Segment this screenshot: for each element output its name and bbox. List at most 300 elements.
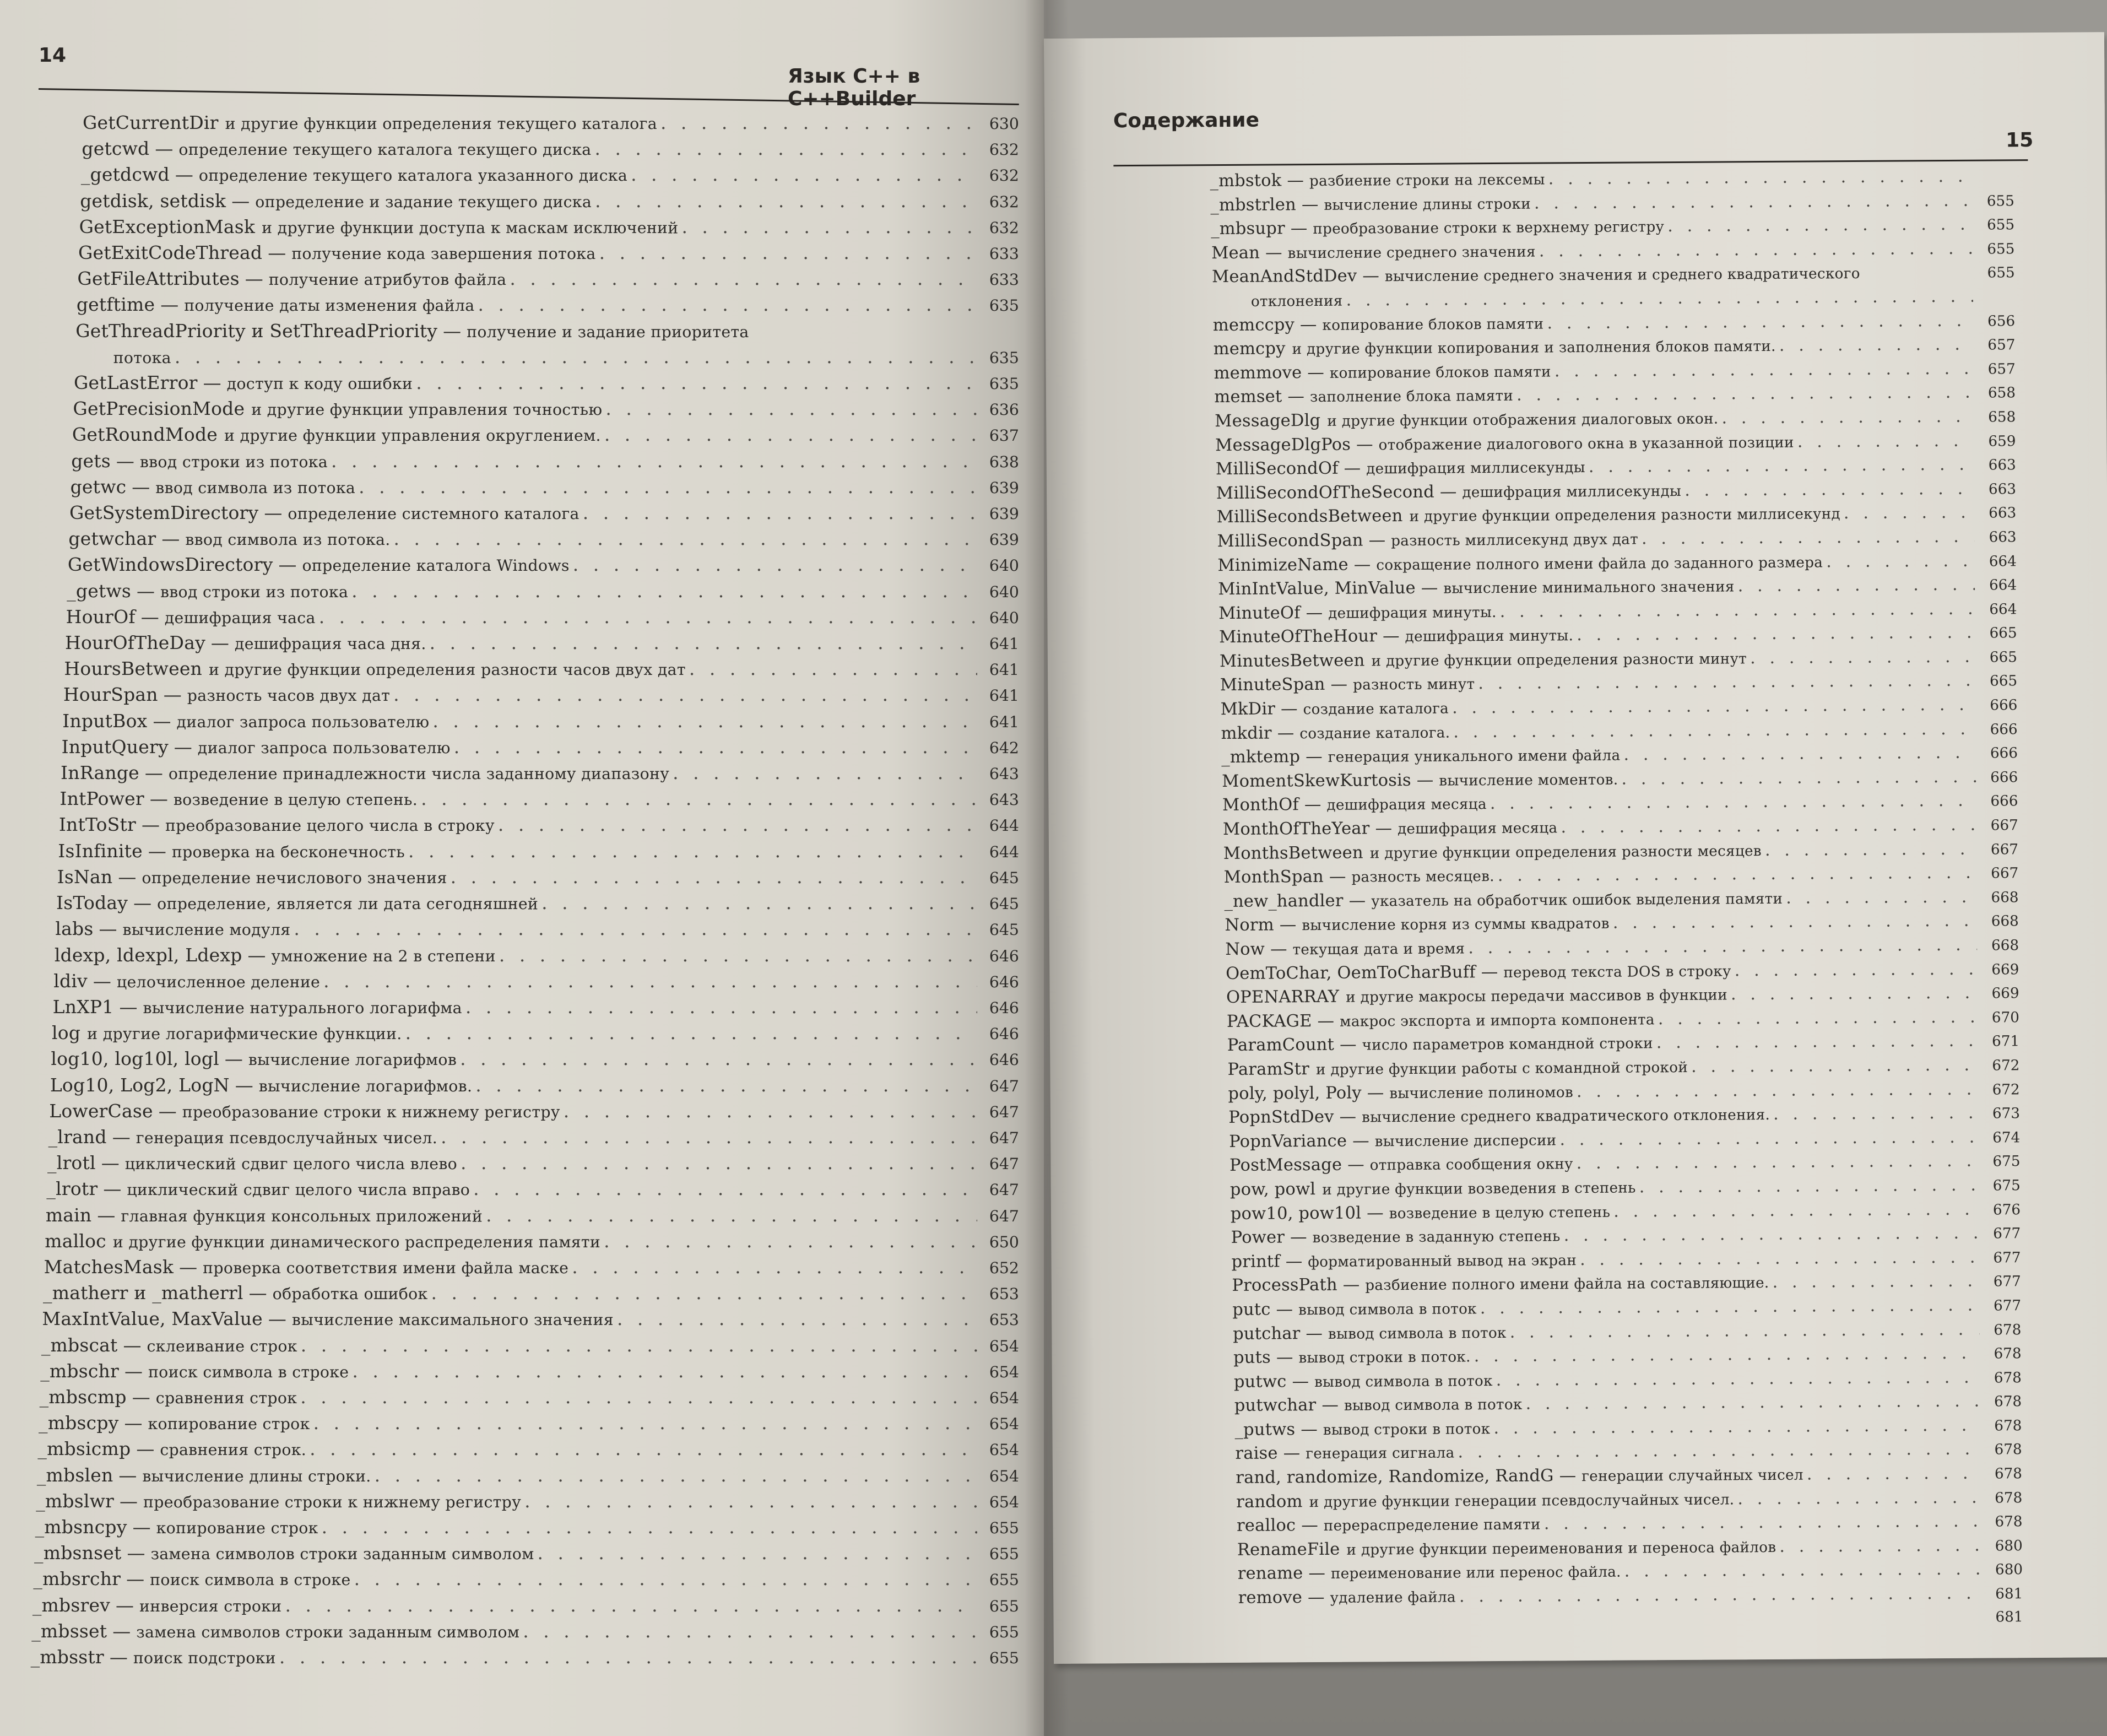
toc-page-number: 655 xyxy=(1987,264,2015,282)
toc-page-number: 666 xyxy=(1990,721,2018,738)
toc-page-number: 639 xyxy=(989,531,1019,549)
toc-entry-description: и другие функции работы с командной строкой xyxy=(1315,1059,1688,1078)
toc-entry-description: умножение на 2 в степени xyxy=(271,947,496,965)
toc-leader-dots xyxy=(1765,837,1976,862)
toc-entry xyxy=(45,1229,1019,1254)
toc-entry-separator: — xyxy=(160,294,179,316)
toc-entry-keyword: _new_handler xyxy=(1224,891,1344,911)
toc-entry-keyword: Now xyxy=(1225,939,1265,960)
toc-entry-keyword: raise xyxy=(1235,1443,1278,1464)
toc-entry-keyword: GetRoundMode xyxy=(72,424,218,446)
toc-entry-description: проверка соответствия имени файла маске xyxy=(203,1258,569,1277)
toc-leader-dots xyxy=(1500,597,1975,623)
toc-page-number: 655 xyxy=(1987,241,2015,258)
toc-entry-separator: — xyxy=(245,268,263,290)
toc-leader-dots xyxy=(1577,1150,1979,1175)
toc-entry xyxy=(59,812,1019,838)
toc-entry-keyword: MkDir xyxy=(1220,699,1276,720)
toc-entry-description: и другие функции переименования и переноса файлов xyxy=(1346,1539,1776,1559)
toc-entry-keyword: GetThreadPriority и SetThreadPriority xyxy=(75,320,438,342)
toc-entry-description: макрос экспорта и импорта компонента xyxy=(1340,1012,1655,1030)
toc-page-number: 646 xyxy=(989,1025,1019,1043)
toc-page-number: 655 xyxy=(1986,217,2015,234)
toc-entry-description: дешифрация миллисекунды xyxy=(1366,459,1585,478)
toc-leader-dots xyxy=(323,969,977,993)
toc-page-number: 668 xyxy=(1991,889,2019,906)
toc-page-number: 643 xyxy=(989,765,1019,783)
toc-page-number: 680 xyxy=(1995,1561,2023,1578)
toc-page-number: 647 xyxy=(989,1207,1019,1225)
toc-leader-dots xyxy=(498,812,977,837)
toc-entry-description: возведение в заданную степень xyxy=(1312,1228,1561,1247)
toc-page-number: 643 xyxy=(989,791,1019,809)
toc-page-number: 639 xyxy=(989,505,1019,523)
toc-page-number: 641 xyxy=(989,712,1019,731)
toc-leader-dots xyxy=(1691,1054,1978,1079)
toc-entry-keyword: _mbsnset xyxy=(34,1542,122,1564)
toc-page-number: 640 xyxy=(989,608,1019,627)
toc-entry-keyword: MinIntValue, MinValue xyxy=(1218,578,1416,599)
toc-entry-description: дешифрация часа xyxy=(164,608,316,627)
toc-entry-keyword: pow10, pow10l xyxy=(1230,1203,1362,1224)
toc-entry-continuation: потока xyxy=(113,348,171,367)
toc-page-number: 673 xyxy=(1992,1105,2021,1122)
toc-entry-keyword: getwc xyxy=(70,475,127,497)
toc-entry-separator: — xyxy=(1306,603,1323,623)
left-toc-list xyxy=(30,110,1019,1670)
toc-leader-dots xyxy=(1589,453,1974,479)
toc-page-number: 669 xyxy=(1991,985,2019,1002)
toc-entry-keyword: IntPower xyxy=(59,788,144,810)
toc-leader-dots xyxy=(1490,789,1976,815)
toc-entry-description: разбиение полного имени файла на составляющие. xyxy=(1365,1275,1769,1294)
toc-entry-keyword: _lrotr xyxy=(46,1178,98,1200)
toc-entry-keyword: ProcessPath xyxy=(1232,1275,1337,1296)
toc-entry-description: перевод текста DOS в строку xyxy=(1503,963,1731,981)
toc-entry-keyword: LnXP1 xyxy=(52,996,114,1018)
toc-entry-keyword: MessageDlg xyxy=(1215,410,1321,431)
toc-entry-description: диалог запроса пользователю xyxy=(197,738,451,757)
toc-entry-description: определение текущего каталога указанного диска xyxy=(198,166,628,185)
toc-entry-keyword: malloc xyxy=(45,1230,106,1252)
toc-page-number: 653 xyxy=(989,1285,1019,1304)
toc-entry xyxy=(48,1124,1019,1150)
toc-entry-keyword: GetSystemDirectory xyxy=(69,502,259,524)
toc-leader-dots xyxy=(1498,862,1977,888)
toc-entry-keyword: getcwd xyxy=(82,138,150,160)
toc-leader-dots xyxy=(573,552,977,577)
toc-leader-dots xyxy=(1468,934,1977,960)
toc-leader-dots xyxy=(1544,1510,1981,1535)
toc-page-number: 647 xyxy=(989,1077,1019,1095)
toc-leader-dots xyxy=(689,656,977,681)
toc-page-number: 663 xyxy=(1988,457,2016,474)
toc-entry-keyword: getftime xyxy=(76,294,155,316)
toc-entry-description: вычисление дисперсии xyxy=(1374,1132,1557,1150)
toc-entry-keyword: gets xyxy=(71,450,111,472)
toc-entry-description: вычисление максимального значения xyxy=(291,1311,614,1329)
toc-entry-separator: — xyxy=(163,684,182,706)
toc-leader-dots xyxy=(673,760,977,785)
toc-entry-description: поиск подстроки xyxy=(133,1648,276,1667)
toc-entry-keyword: putwc xyxy=(1233,1372,1287,1392)
toc-entry-description: циклический сдвиг целого числа вправо xyxy=(127,1181,470,1199)
toc-entry-description: циклический сдвиг целого числа влево xyxy=(124,1155,457,1173)
toc-entry-description: вычисление полиномов xyxy=(1389,1084,1574,1102)
toc-page-number: 642 xyxy=(989,738,1019,757)
toc-page-number: 644 xyxy=(989,842,1019,861)
toc-entry-separator: — xyxy=(118,1464,137,1486)
toc-entry-description: определение системного каталога xyxy=(288,505,579,523)
toc-page-number: 664 xyxy=(1989,601,2017,618)
toc-entry-separator: — xyxy=(1348,891,1366,911)
toc-entry-description: определение, является ли дата сегодняшней xyxy=(157,895,539,913)
toc-page-number: 635 xyxy=(989,375,1019,393)
toc-entry-description: копирование блоков памяти xyxy=(1322,316,1544,334)
toc-entry-description: и другие функции генерации псевдослучайных чисел. xyxy=(1309,1491,1735,1511)
toc-leader-dots xyxy=(461,1150,977,1175)
toc-entry-description: получение кода завершения потока xyxy=(291,245,596,263)
toc-leader-dots xyxy=(1534,189,1973,214)
toc-entry-keyword: _lrotl xyxy=(47,1152,96,1174)
toc-entry-separator: — xyxy=(120,1490,138,1512)
toc-entry xyxy=(55,916,1019,942)
toc-entry-separator: — xyxy=(1439,482,1457,502)
toc-leader-dots xyxy=(1453,717,1976,743)
toc-entry-description: генерация псевдослучайных чисел. xyxy=(136,1128,438,1147)
toc-page-number: 633 xyxy=(989,271,1019,289)
toc-entry-separator: — xyxy=(248,1282,267,1304)
toc-entry-keyword: memcpy xyxy=(1213,339,1286,359)
toc-page-number: 676 xyxy=(1992,1201,2021,1219)
toc-page-number: 657 xyxy=(1987,337,2016,354)
toc-entry-description: и другие функции возведения в степень xyxy=(1322,1180,1636,1198)
toc-entry xyxy=(53,994,1019,1020)
toc-entry-separator: — xyxy=(1307,363,1324,382)
toc-entry-keyword: GetExitCodeThread xyxy=(78,242,263,264)
toc-entry-separator: — xyxy=(124,1360,143,1382)
toc-entry-separator: — xyxy=(1301,1419,1318,1440)
toc-leader-dots xyxy=(285,1593,977,1618)
toc-leader-dots xyxy=(300,1385,977,1409)
toc-leader-dots xyxy=(1735,958,1978,982)
toc-leader-dots xyxy=(294,916,977,941)
toc-entry-keyword: _mbsrchr xyxy=(33,1568,121,1590)
toc-leader-dots xyxy=(660,110,977,135)
toc-entry-keyword: labs xyxy=(55,918,94,940)
toc-entry-description: вывод строки в поток xyxy=(1323,1420,1491,1438)
toc-entry xyxy=(79,214,1019,240)
toc-page-number: 655 xyxy=(989,1623,1019,1641)
toc-entry-keyword: ldiv xyxy=(53,970,88,992)
toc-page-number: 678 xyxy=(1995,1489,2023,1507)
toc-entry-separator: — xyxy=(1290,219,1308,239)
toc-leader-dots xyxy=(1807,1462,1980,1486)
toc-entry-separator: — xyxy=(158,1100,177,1122)
toc-entry xyxy=(44,1254,1019,1280)
toc-entry xyxy=(67,578,1019,604)
toc-leader-dots xyxy=(1458,1438,1980,1464)
toc-leader-dots xyxy=(1493,1414,1980,1440)
toc-page-number: 677 xyxy=(1993,1297,2022,1315)
toc-leader-dots xyxy=(1779,333,1974,358)
toc-entry-description: целочисленное деление xyxy=(116,972,321,991)
toc-entry-description: вычисление минимального значения xyxy=(1443,578,1735,597)
toc-entry-separator: — xyxy=(1321,1396,1339,1415)
toc-entry-description: ввод символа из потока. xyxy=(185,531,391,549)
toc-entry-separator: — xyxy=(153,710,171,732)
toc-entry-separator: — xyxy=(1367,1083,1384,1103)
toc-page-number: 681 xyxy=(1995,1586,2023,1603)
toc-entry-keyword: MilliSecondOf xyxy=(1215,458,1339,479)
toc-page-number: 653 xyxy=(989,1311,1019,1329)
toc-entry-description: вывод символа в поток xyxy=(1344,1397,1523,1414)
toc-entry xyxy=(58,839,1019,864)
toc-entry xyxy=(71,474,1019,500)
toc-entry-separator: — xyxy=(1308,1564,1326,1583)
toc-entry-description: получение атрибутов файла xyxy=(268,271,507,289)
toc-entry-keyword: _getdcwd xyxy=(80,164,170,186)
toc-entry-keyword: ParamStr xyxy=(1227,1059,1310,1079)
toc-entry-keyword: MaxIntValue, MaxValue xyxy=(42,1308,263,1330)
toc-entry-description: определение принадлежности числа заданному диапазону xyxy=(168,765,670,783)
toc-entry-separator: — xyxy=(1559,1466,1577,1486)
toc-entry-separator: — xyxy=(123,1334,142,1356)
toc-leader-dots xyxy=(310,1436,977,1461)
toc-entry-description: и другие функции определения разности часов двух дат xyxy=(209,661,686,679)
toc-entry-keyword: GetCurrentDir xyxy=(83,112,219,133)
toc-entry-keyword: _matherr и _matherrl xyxy=(43,1282,243,1304)
toc-leader-dots xyxy=(394,526,977,551)
toc-entry-keyword: HourOf xyxy=(66,605,136,628)
toc-page-number: 678 xyxy=(1994,1441,2022,1458)
toc-entry-separator: — xyxy=(116,450,134,472)
toc-entry-separator: — xyxy=(175,164,193,186)
toc-entry-description: разбиение строки на лексемы xyxy=(1309,171,1545,190)
toc-entry-continuation: отклонения xyxy=(1250,293,1343,310)
toc-entry xyxy=(50,1073,1019,1099)
toc-page-number: 672 xyxy=(1992,1057,2020,1074)
toc-leader-dots xyxy=(1639,1174,1979,1199)
toc-entry-description: вывод символа в поток xyxy=(1314,1372,1493,1391)
toc-entry-description: дешифрация миллисекунды xyxy=(1462,483,1682,501)
toc-entry-keyword: IsNan xyxy=(57,866,113,888)
toc-entry-keyword: memset xyxy=(1214,387,1282,407)
toc-entry-keyword: PopnVariance xyxy=(1229,1131,1347,1151)
toc-leader-dots xyxy=(421,786,977,811)
toc-entry-description: доступ к коду ошибки xyxy=(226,375,413,393)
toc-entry-description: и другие функции определения разности месяцев xyxy=(1369,842,1762,862)
toc-entry-separator: — xyxy=(1375,819,1393,839)
toc-page-number: 654 xyxy=(989,1337,1019,1355)
toc-entry-description: вычисление корня из суммы квадратов xyxy=(1302,916,1610,934)
toc-entry-description: и другие функции управления округлением. xyxy=(224,426,601,445)
toc-page-number: 645 xyxy=(989,868,1019,887)
toc-entry-description: преобразование строки к нижнему регистру xyxy=(143,1492,522,1511)
toc-entry-separator: — xyxy=(97,1204,116,1226)
toc-page-number: 646 xyxy=(989,947,1019,965)
toc-entry xyxy=(75,344,1019,370)
toc-leader-dots xyxy=(354,1566,977,1591)
toc-entry-separator: — xyxy=(1287,387,1305,407)
toc-page-number: 646 xyxy=(989,972,1019,991)
toc-page-number: 678 xyxy=(1994,1369,2022,1387)
toc-entry-separator: — xyxy=(137,580,155,602)
toc-entry xyxy=(49,1099,1019,1124)
toc-entry-separator: — xyxy=(103,1178,122,1200)
toc-leader-dots xyxy=(405,1020,977,1045)
toc-entry-keyword: _mbscpy xyxy=(39,1412,119,1434)
toc-entry-keyword: MonthSpan xyxy=(1223,867,1324,888)
toc-page-number: 640 xyxy=(989,582,1019,601)
toc-entry-separator: — xyxy=(155,138,174,160)
toc-page-number: 665 xyxy=(1989,649,2017,666)
toc-page-number: 636 xyxy=(989,401,1019,419)
toc-trailing-page xyxy=(1238,1606,2023,1634)
toc-leader-dots xyxy=(351,578,977,603)
toc-entry xyxy=(34,1540,1019,1566)
toc-entry-description: вычисление среднего значения и среднего квадратического xyxy=(1384,266,1860,285)
toc-entry-keyword: GetLastError xyxy=(74,372,198,394)
toc-entry xyxy=(78,240,1019,266)
toc-entry-description: удаление файла xyxy=(1330,1589,1456,1607)
toc-entry xyxy=(52,1020,1019,1046)
toc-page-number: 678 xyxy=(1994,1321,2022,1339)
toc-entry xyxy=(61,760,1019,786)
toc-page-number: 647 xyxy=(989,1102,1019,1121)
toc-leader-dots xyxy=(454,734,977,759)
toc-entry-separator: — xyxy=(1301,194,1319,214)
toc-leader-dots xyxy=(175,344,977,369)
toc-entry-description: преобразование строки к верхнему регистру xyxy=(1313,219,1665,238)
toc-entry-separator: — xyxy=(1285,1251,1303,1272)
toc-page-number: 678 xyxy=(1994,1418,2022,1435)
toc-leader-dots xyxy=(416,370,977,395)
toc-entry-description: сравнения строк. xyxy=(160,1441,307,1459)
toc-page-number: 654 xyxy=(989,1388,1019,1407)
toc-entry-separator: — xyxy=(149,788,168,810)
toc-entry-keyword: _mbsupr xyxy=(1211,219,1285,239)
toc-page-number: 633 xyxy=(989,245,1019,263)
toc-page-number: 672 xyxy=(1992,1081,2020,1099)
toc-entry-description: вычисление среднего квадратического отклонения. xyxy=(1362,1107,1770,1126)
toc-entry-separator: — xyxy=(1270,939,1287,959)
toc-entry-description: дешифрация часа дня. xyxy=(234,635,426,653)
toc-entry-description: главная функция консольных приложений xyxy=(121,1207,483,1225)
toc-entry-separator: — xyxy=(1283,1443,1301,1463)
toc-page-number: 663 xyxy=(1989,529,2017,546)
toc-page-number: 637 xyxy=(989,426,1019,445)
toc-entry-separator: — xyxy=(247,944,266,966)
toc-entry xyxy=(83,110,1019,136)
toc-entry-separator: — xyxy=(132,1516,151,1538)
toc-entry-description: разность минут xyxy=(1353,676,1475,694)
toc-entry xyxy=(43,1280,1019,1306)
toc-entry-keyword: PACKAGE xyxy=(1226,1011,1312,1031)
toc-entry-keyword: MinuteOfTheHour xyxy=(1218,626,1378,647)
toc-entry-description: генерация сигнала xyxy=(1306,1445,1455,1463)
toc-entry xyxy=(55,943,1019,969)
toc-leader-dots xyxy=(523,1619,977,1643)
toc-entry xyxy=(42,1306,1019,1332)
toc-entry xyxy=(37,1463,1019,1489)
toc-entry-keyword: _mbslwr xyxy=(36,1490,115,1512)
toc-entry-description: получение даты изменения файла xyxy=(184,296,475,315)
toc-page-number: 632 xyxy=(989,218,1019,237)
toc-entry-separator: — xyxy=(443,320,462,342)
toc-page-number: 668 xyxy=(1991,937,2019,954)
toc-page-number: 655 xyxy=(989,1518,1019,1537)
toc-entry-description: копирование блоков памяти xyxy=(1329,364,1551,382)
toc-leader-dots xyxy=(499,943,977,967)
toc-entry-description: вычисление натурального логарифма xyxy=(143,998,462,1017)
toc-entry-keyword: remove xyxy=(1238,1588,1303,1608)
toc-leader-dots xyxy=(1786,885,1977,910)
toc-entry xyxy=(77,266,1019,292)
toc-entry-description: диалог запроса пользователю xyxy=(176,712,430,731)
toc-entry xyxy=(46,1176,1019,1202)
toc-leader-dots xyxy=(541,890,977,915)
toc-entry-separator: — xyxy=(1279,915,1297,935)
toc-entry-keyword: Power xyxy=(1231,1227,1285,1248)
toc-entry-description: текущая дата и время xyxy=(1292,940,1465,959)
toc-entry xyxy=(47,1150,1019,1176)
toc-entry-keyword: main xyxy=(45,1204,92,1226)
toc-leader-dots xyxy=(1474,1342,1980,1368)
toc-entry-keyword: MomentSkewKurtosis xyxy=(1222,770,1411,791)
toc-entry-keyword: _getws xyxy=(67,580,131,602)
toc-leader-dots xyxy=(1621,766,1976,791)
toc-entry-keyword: _mbsset xyxy=(31,1620,107,1642)
toc-entry-keyword: MilliSecondSpan xyxy=(1217,531,1363,551)
toc-entry-description: склеивание строк xyxy=(147,1337,297,1355)
toc-leader-dots xyxy=(1548,165,1973,191)
toc-page-number: 671 xyxy=(1992,1033,2020,1050)
toc-page-number: 666 xyxy=(1990,745,2018,762)
toc-page-number: 645 xyxy=(989,895,1019,913)
toc-page-number: 650 xyxy=(989,1232,1019,1251)
toc-page-number: 647 xyxy=(989,1128,1019,1147)
toc-leader-dots xyxy=(359,474,977,499)
toc-page-number: 680 xyxy=(1995,1538,2023,1555)
toc-page-number: 663 xyxy=(1988,480,2017,498)
toc-entry xyxy=(40,1359,1019,1385)
toc-entry-keyword: LowerCase xyxy=(49,1100,153,1122)
toc-entry-separator: — xyxy=(264,502,283,524)
toc-entry-description: и другие функции копирования и заполнения блоков памяти. xyxy=(1292,338,1776,358)
toc-entry-description: и другие функции отображения диалоговых окон. xyxy=(1327,410,1719,430)
toc-leader-dots xyxy=(475,1073,977,1097)
toc-entry-separator: — xyxy=(1290,1227,1307,1247)
toc-page-number: 677 xyxy=(1993,1273,2021,1290)
toc-leader-dots xyxy=(322,1515,977,1539)
toc-leader-dots xyxy=(408,839,977,863)
toc-page-number: 635 xyxy=(989,296,1019,315)
toc-entry-keyword: Norm xyxy=(1225,915,1274,935)
toc-leader-dots xyxy=(595,188,977,213)
toc-page-number: 655 xyxy=(1986,192,2014,210)
toc-leader-dots xyxy=(1779,1534,1981,1559)
toc-entry-separator: — xyxy=(1352,1131,1369,1151)
toc-entry-keyword: _mbstok xyxy=(1210,171,1282,191)
right-toc-list xyxy=(1210,165,2023,1634)
toc-entry-keyword: _mbsrev xyxy=(32,1594,111,1616)
toc-entry-separator: — xyxy=(116,1594,134,1616)
toc-leader-dots xyxy=(1731,982,1978,1006)
toc-leader-dots xyxy=(599,240,977,265)
toc-leader-dots xyxy=(1554,357,1974,382)
toc-entry-description: указатель на обработчик ошибок выделения памяти xyxy=(1371,890,1783,910)
